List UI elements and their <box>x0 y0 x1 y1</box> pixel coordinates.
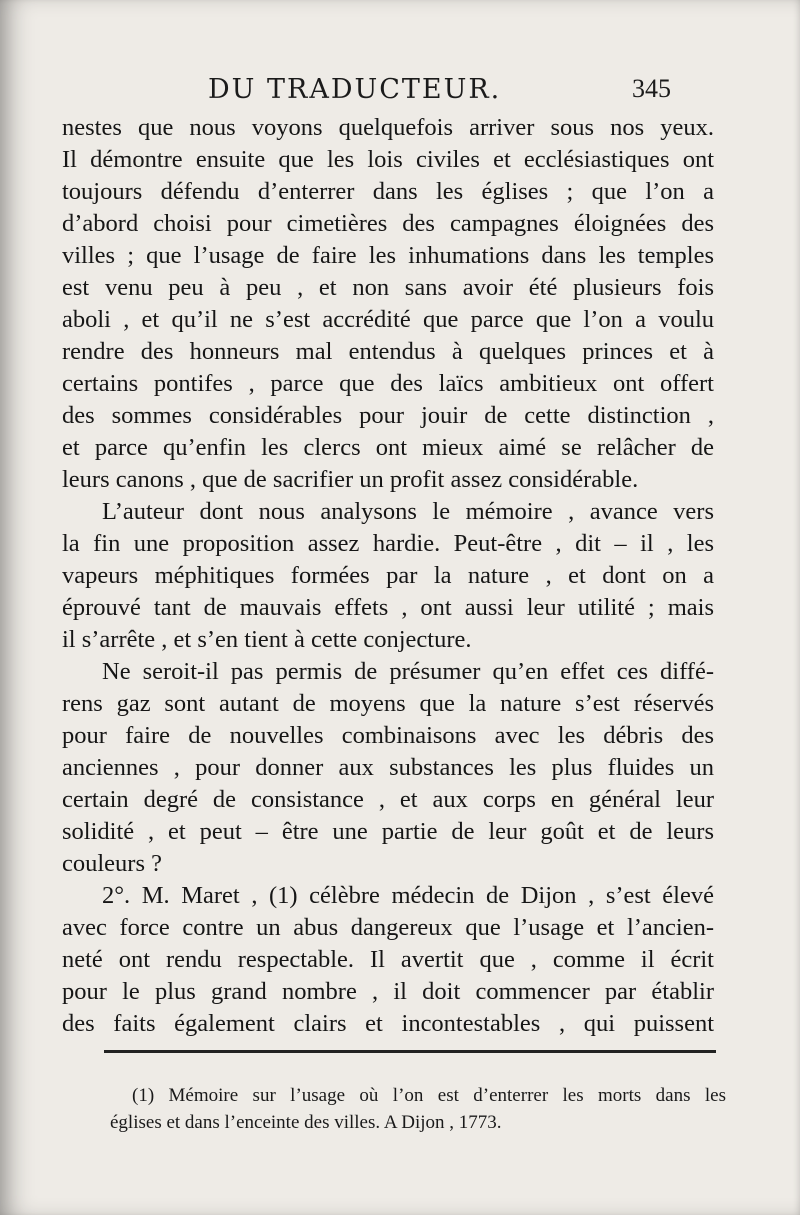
body-line: rendre des honneurs mal entendus à quelques princes et à <box>62 338 714 365</box>
body-line: pour le plus grand nombre , il doit commencer par établir <box>62 978 714 1005</box>
body-line: avec force contre un abus dangereux que l’usage et l’ancien- <box>62 914 714 941</box>
body-line: 2°. M. Maret , (1) célèbre médecin de Dijon , s’est élevé <box>102 882 714 909</box>
body-line: des faits également clairs et incontestables , qui puissent <box>62 1010 714 1037</box>
body-line: certain degré de consistance , et aux corps en général leur <box>62 786 714 813</box>
body-line: certains pontifes , parce que des laïcs ambitieux ont offert <box>62 370 714 397</box>
body-line: leurs canons , que de sacrifier un profit assez considérable. <box>62 466 639 493</box>
body-line: il s’arrête , et s’en tient à cette conjecture. <box>62 626 472 653</box>
running-head: DU TRADUCTEUR. <box>208 74 502 105</box>
body-line: d’abord choisi pour cimetières des campagnes éloignées des <box>62 210 714 237</box>
body-line: la fin une proposition assez hardie. Peut-être , dit – il , les <box>62 530 714 557</box>
footnote-line: (1) Mémoire sur l’usage où l’on est d’enterrer les morts dans les <box>132 1085 726 1106</box>
body-text <box>62 112 714 1040</box>
body-line: anciennes , pour donner aux substances les plus fluides un <box>62 754 714 781</box>
body-line: solidité , et peut – être une partie de leur goût et de leurs <box>62 818 714 845</box>
body-line: L’auteur dont nous analysons le mémoire , avance vers <box>102 498 714 525</box>
body-line: aboli , et qu’il ne s’est accrédité que parce que l’on a voulu <box>62 306 714 333</box>
body-line: nestes que nous voyons quelquefois arriver sous nos yeux. <box>62 114 714 141</box>
body-line: et parce qu’enfin les clercs ont mieux aimé se relâcher de <box>62 434 714 461</box>
body-line: des sommes considérables pour jouir de cette distinction , <box>62 402 714 429</box>
body-line: Il démontre ensuite que les lois civiles et ecclésiastiques ont <box>62 146 714 173</box>
body-line: pour faire de nouvelles combinaisons avec les débris des <box>62 722 714 749</box>
body-line: neté ont rendu respectable. Il avertit que , comme il écrit <box>62 946 714 973</box>
footnote-rule <box>104 1050 716 1053</box>
body-line: Ne seroit-il pas permis de présumer qu’en effet ces diffé- <box>102 658 714 685</box>
body-line: vapeurs méphitiques formées par la nature , et dont on a <box>62 562 714 589</box>
page-header <box>0 74 800 114</box>
body-line: est venu peu à peu , et non sans avoir été plusieurs fois <box>62 274 714 301</box>
page-number: 345 <box>632 74 671 103</box>
body-line: toujours défendu d’enterrer dans les églises ; que l’on a <box>62 178 714 205</box>
footnote <box>110 1082 726 1136</box>
body-line: couleurs ? <box>62 850 162 877</box>
footnote-line: églises et dans l’enceinte des villes. A Dijon , 1773. <box>110 1112 502 1133</box>
body-line: rens gaz sont autant de moyens que la nature s’est réservés <box>62 690 714 717</box>
body-line: éprouvé tant de mauvais effets , ont aussi leur utilité ; mais <box>62 594 714 621</box>
body-line: villes ; que l’usage de faire les inhumations dans les temples <box>62 242 714 269</box>
